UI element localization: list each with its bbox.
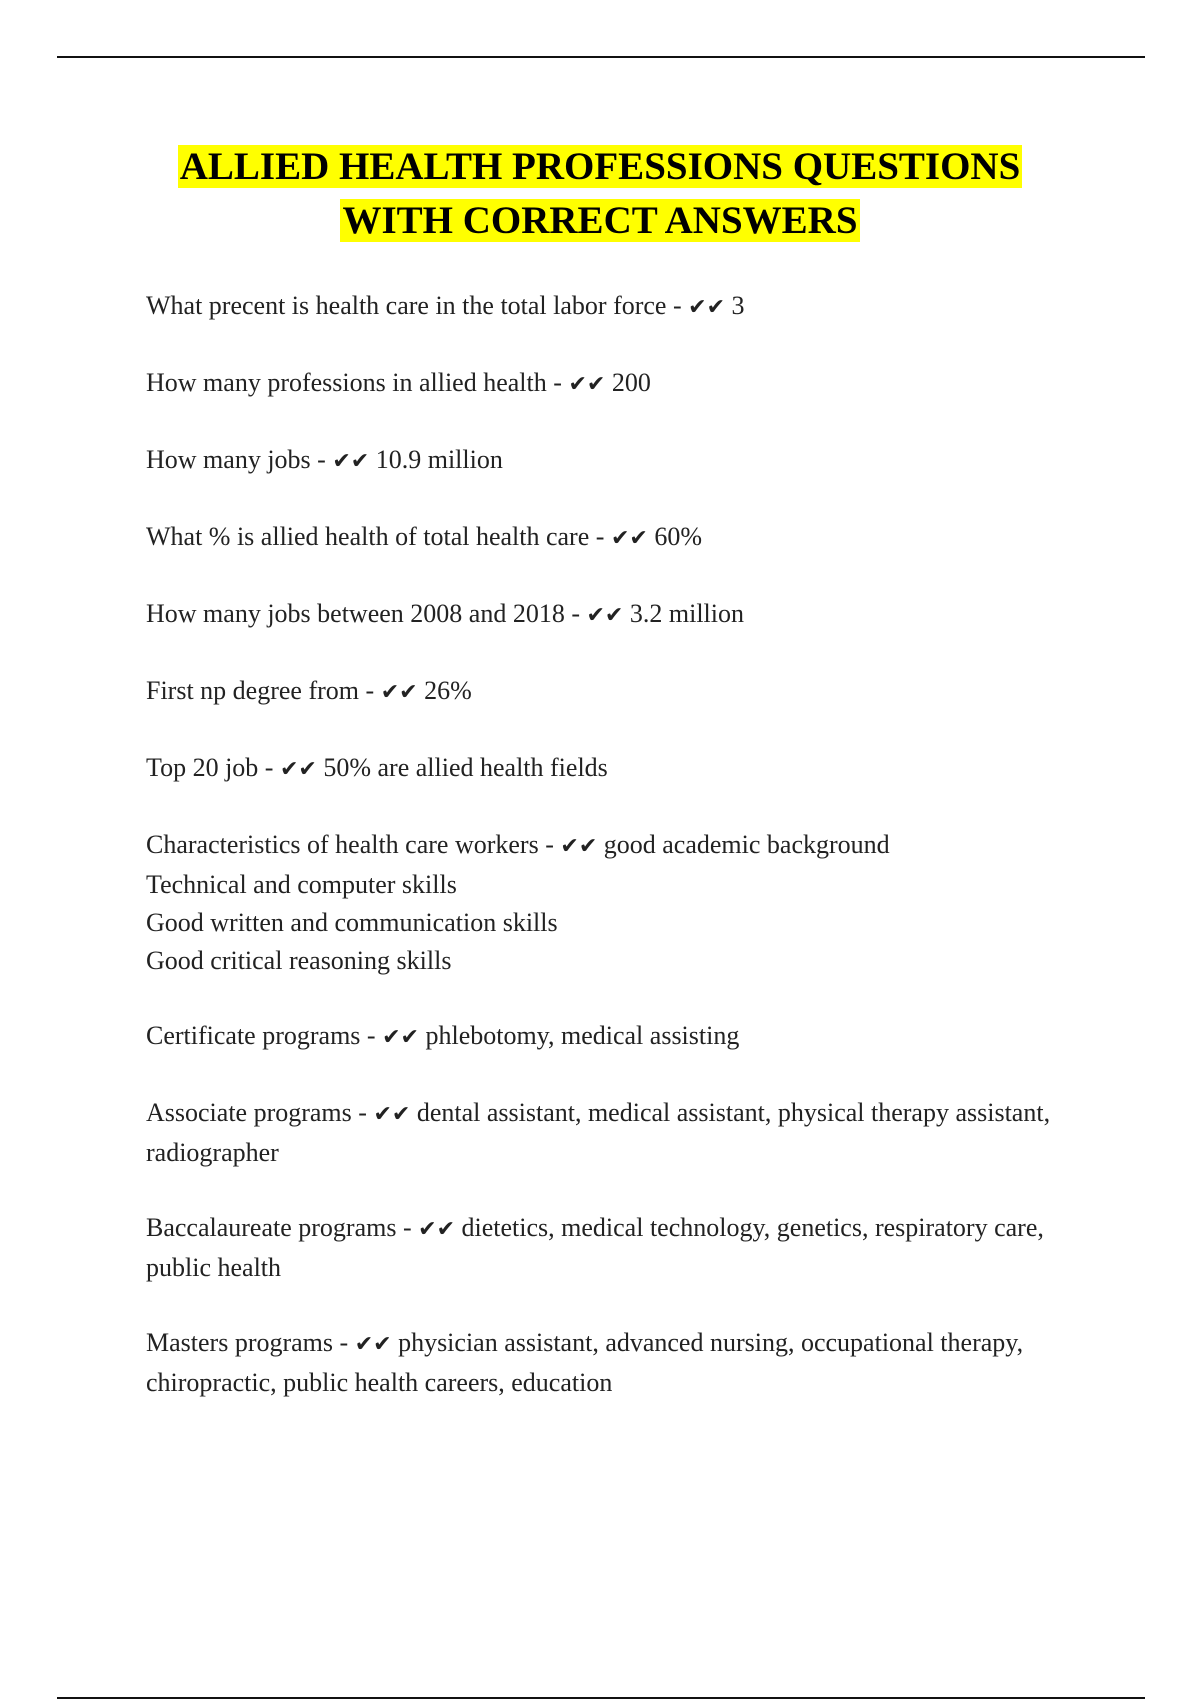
qa-item [146,595,1086,635]
title-line-2: WITH CORRECT ANSWERS [342,199,858,242]
check-mark-icon: ✔✔ [373,1102,411,1127]
separator: - [546,368,569,397]
check-mark-icon: ✔✔ [279,757,317,782]
check-mark-icon: ✔✔ [418,1217,456,1242]
separator: - [310,445,333,474]
qa-first-line [146,1094,1086,1172]
separator: - [258,753,280,782]
answer-text: 3 [731,291,745,320]
check-mark-icon: ✔✔ [688,295,726,320]
check-mark-icon: ✔✔ [354,1332,392,1357]
separator: - [359,676,381,705]
qa-first-line [146,364,1086,404]
separator: - [333,1328,355,1357]
answer-text: good academic background [603,830,890,859]
title-line-1: ALLIED HEALTH PROFESSIONS QUESTIONS [179,145,1021,188]
answer-text: phlebotomy, medical assisting [425,1021,740,1050]
qa-item [146,672,1086,712]
question-text: Baccalaureate programs [146,1213,397,1242]
check-mark-icon: ✔✔ [380,680,418,705]
answer-text: physician assistant, advanced nursing, occupational therapy, chiropractic, public health careers, education [146,1328,1024,1397]
answer-text: dietetics, medical technology, genetics, respiratory care, public health [146,1213,1044,1282]
question-text: Characteristics of health care workers [146,830,539,859]
check-mark-icon: ✔✔ [560,834,598,859]
answer-extra-line: Good written and communication skills [146,908,558,937]
qa-first-line [146,1324,1086,1402]
qa-item [146,287,1086,327]
answer-text: 3.2 million [629,599,744,628]
qa-first-line [146,518,1086,558]
separator: - [666,291,689,320]
answer-text: 26% [424,676,472,705]
qa-first-line [146,595,1086,635]
check-mark-icon: ✔✔ [382,1025,419,1050]
top-divider [57,56,1145,58]
qa-item [146,1209,1086,1287]
check-mark-icon: ✔✔ [610,526,648,551]
separator: - [360,1021,383,1050]
qa-item [146,826,1086,980]
qa-first-line [146,1209,1086,1287]
question-text: Certificate programs [146,1021,361,1050]
bottom-divider [57,1697,1145,1699]
qa-item [146,364,1086,404]
separator: - [564,599,587,628]
question-text: What % is allied health of total health care [146,522,590,551]
question-text: How many professions in allied health [146,368,547,397]
qa-first-line [146,287,1086,327]
answer-text: dental assistant, medical assistant, physical therapy assistant, radiographer [146,1098,1051,1167]
check-mark-icon: ✔✔ [586,603,624,628]
qa-first-line [146,826,1086,866]
answer-text: 200 [611,368,651,397]
qa-first-line [146,672,1086,712]
question-text: Associate programs [146,1098,352,1127]
answer-text: 60% [654,522,702,551]
answer-text: 10.9 million [375,445,503,474]
separator: - [538,830,561,859]
separator: - [396,1213,419,1242]
qa-item [146,441,1086,481]
qa-first-line [146,441,1086,481]
answer-text: 50% are allied health fields [323,753,608,782]
qa-item [146,518,1086,558]
qa-first-line [146,1017,1086,1057]
question-text: First np degree from [146,676,360,705]
answer-extra-line: Good critical reasoning skills [146,946,452,975]
qa-item [146,1017,1086,1057]
answer-extra-line: Technical and computer skills [146,870,457,899]
qa-first-line [146,749,1086,789]
question-text: How many jobs [146,445,311,474]
question-text: What precent is health care in the total labor force [146,291,667,320]
separator: - [351,1098,374,1127]
qa-item [146,749,1086,789]
qa-item [146,1324,1086,1402]
question-text: Masters programs [146,1328,334,1357]
question-text: Top 20 job [146,753,259,782]
qa-item [146,1094,1086,1172]
document-title [0,140,1200,248]
check-mark-icon: ✔✔ [332,449,370,474]
check-mark-icon: ✔✔ [568,372,606,397]
question-text: How many jobs between 2008 and 2018 [146,599,565,628]
qa-list [146,287,1086,1439]
separator: - [589,522,611,551]
